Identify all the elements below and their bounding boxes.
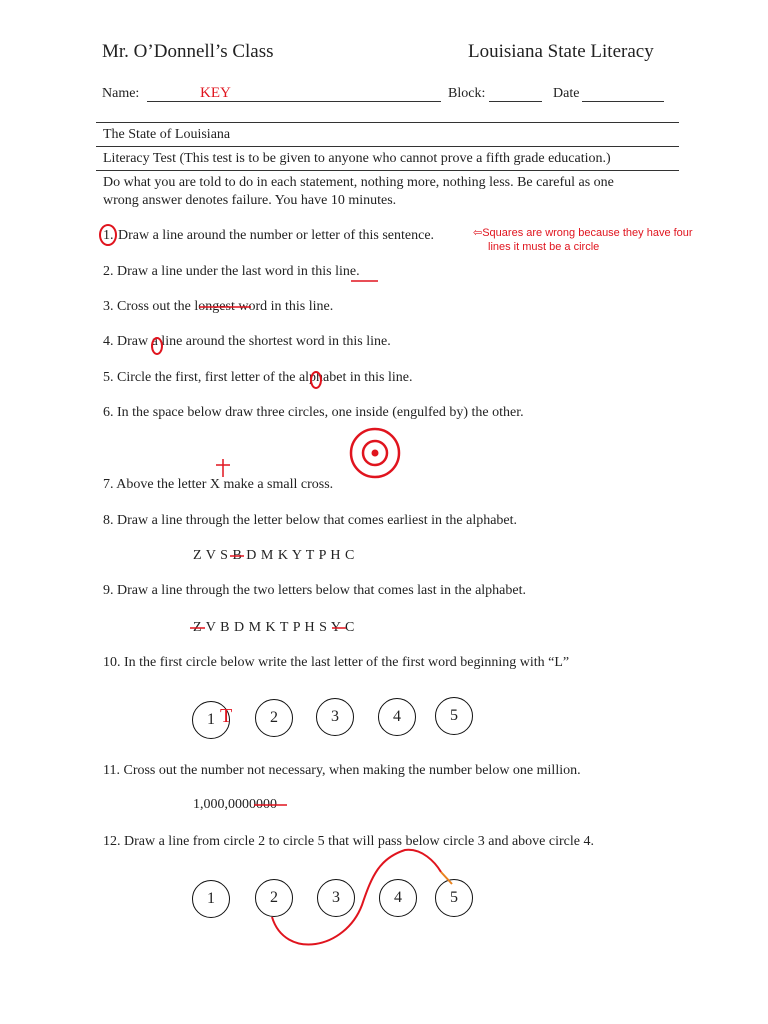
name-value: KEY [200, 85, 231, 101]
block-label: Block: [448, 86, 486, 101]
q1-number: 1. [103, 228, 114, 243]
q9-letters: Z V B D M K T P H S Y C [193, 620, 355, 635]
q2-text [103, 264, 360, 280]
q10-answer: T [220, 705, 233, 727]
q12-circle-5-label: 5 [450, 889, 458, 906]
state-title: The State of Louisiana [103, 127, 231, 142]
q10-circle-3-label: 3 [331, 708, 339, 725]
q10-circle-2-label: 2 [270, 709, 278, 726]
q12-circle-3-label: 3 [332, 889, 340, 906]
q11-number [193, 797, 277, 813]
q3-suffix: word in this line. [234, 299, 334, 314]
q12-circle-2-label: 2 [270, 889, 278, 906]
q11-number-base: 1,000,000 [193, 797, 249, 812]
divider-bottom [96, 170, 679, 171]
q10-circle-4-label: 4 [393, 708, 401, 725]
q2-last-word: line. [335, 264, 360, 279]
q7-text: 7. Above the letter X make a small cross. [103, 477, 334, 492]
q6-outer-circle [351, 429, 399, 477]
q9-text: 9. Draw a line through the two letters below that comes last in the alphabet. [103, 583, 526, 598]
q12-circle-3 [317, 879, 355, 917]
q11-number-extra: 0000 [249, 797, 277, 812]
block-underline [489, 101, 542, 102]
q10-text: 10. In the first circle below write the last letter of the first word beginning with “L” [103, 655, 570, 670]
q12-circle-2 [255, 879, 293, 917]
q12-text: 12. Draw a line from circle 2 to circle 5 that will pass below circle 3 and above circle 4. [103, 834, 594, 849]
test-title: Louisiana State Literacy [468, 41, 654, 62]
q12-circle-4 [379, 879, 417, 917]
name-label: Name: [102, 86, 140, 101]
q5-text: 5. Circle the first, first letter of the alphabet in this line. [103, 370, 413, 385]
instructions-line-1: Do what you are told to do in each statement, nothing more, nothing less. Be careful as one [103, 175, 614, 190]
q1-note-line-2: lines it must be a circle [488, 241, 600, 253]
q10-circle-2 [255, 699, 293, 737]
q11-text: 11. Cross out the number not necessary, when making the number below one million. [103, 763, 581, 778]
q10-circle-1-label: 1 [207, 711, 215, 728]
date-underline [582, 101, 664, 102]
literacy-line: Literacy Test (This test is to be given to anyone who cannot prove a fifth grade education.) [103, 151, 611, 166]
q4-text: 4. Draw a line around the shortest word in this line. [103, 334, 391, 349]
q8-letters: Z V S B D M K Y T P H C [193, 548, 355, 563]
class-name: Mr. O’Donnell’s Class [102, 41, 274, 62]
q3-longest-word: longest [194, 299, 235, 314]
q6-text: 6. In the space below draw three circles, one inside (engulfed by) the other. [103, 405, 524, 420]
q1-text: Draw a line around the number or letter of this sentence. [118, 228, 435, 243]
q10-circle-5 [435, 697, 473, 735]
q6-middle-circle [363, 441, 387, 465]
q2-prefix: 2. Draw a line under the last word in this [103, 264, 336, 279]
instructions-line-2: wrong answer denotes failure. You have 10 minutes. [103, 193, 397, 208]
date-label: Date [553, 86, 580, 101]
q3-prefix: 3. Cross out the [103, 299, 195, 314]
name-underline [147, 101, 441, 102]
q12-circle-5 [435, 879, 473, 917]
q10-circle-5-label: 5 [450, 707, 458, 724]
q8-text: 8. Draw a line through the letter below that comes earliest in the alphabet. [103, 513, 518, 528]
q3-text [103, 299, 333, 315]
q12-circle-1-label: 1 [207, 890, 215, 907]
q1-note-line-1: ⇦Squares are wrong because they have four [473, 227, 693, 239]
q6-inner-circle [372, 450, 378, 456]
divider-mid [96, 146, 679, 147]
q10-circle-4 [378, 698, 416, 736]
q12-circle-4-label: 4 [394, 889, 402, 906]
q10-circle-3 [316, 698, 354, 736]
divider-top [96, 122, 679, 123]
q12-circle-1 [192, 880, 230, 918]
